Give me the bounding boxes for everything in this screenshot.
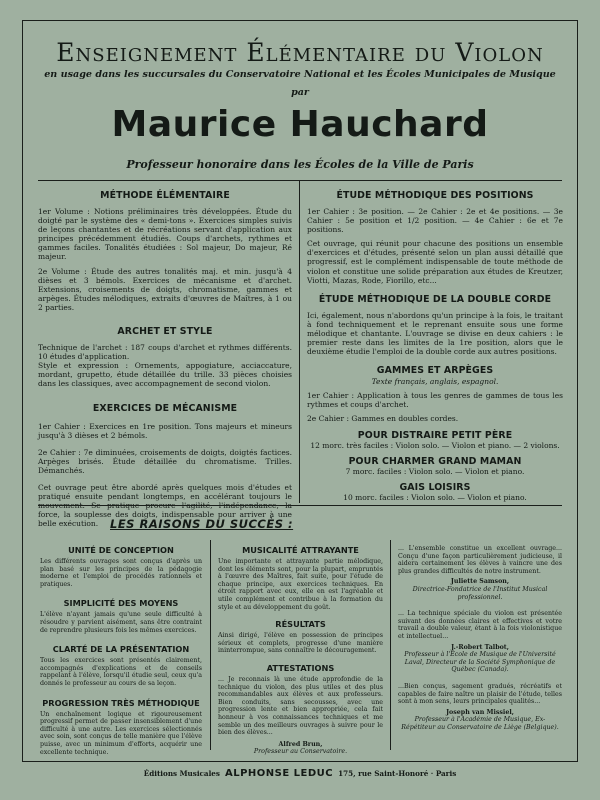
- testimonial-title: Directrice-Fondatrice de l'Institut Musical professionnel.: [412, 585, 548, 601]
- publisher-footer: [0, 768, 600, 779]
- raison-text: L'élève n'ayant jamais qu'une seule difficulté à résoudre y parvient aisément, sans être contraint de reprendre plusieurs fois les mêmes exercices.: [40, 611, 202, 634]
- raison-heading: UNITÉ DE CONCEPTION: [68, 545, 174, 555]
- raison-text: ... Je reconnais là une étude approfondie de la technique du violon, des plus utiles et des plus recommandables aux élèves et aux professeurs. Bien conduits, sans secousses, avec une progression lente et bien appropriée, cela fait honneur à vos connaissances techniques et me semble un des meilleurs ouvrages à suivre pour le bien des élèves...: [218, 675, 383, 737]
- footer-pre: Éditions Musicales: [143, 769, 220, 778]
- testimonial-title: Professeur à l'École de Musique de l'Université Laval, Directeur de la Société Symphonique de Québec (Canada).: [404, 651, 556, 674]
- raison-heading: MUSICALITÉ ATTRAYANTE: [242, 545, 359, 555]
- raisons-column-2: [218, 545, 383, 756]
- raison-heading: CLARTÉ DE LA PRÉSENTATION: [52, 644, 190, 655]
- author-name: Maurice Hauchard: [111, 104, 489, 145]
- methode-heading: MÉTHODE ÉLÉMENTAIRE: [100, 190, 230, 201]
- column-divider: [299, 180, 300, 503]
- exercices-cahier2: 2e Cahier : 7e diminuées, croisements de doigts, doigtés factices. Arpèges brisés. Étude détaillée du chromatisme. Trilles. Démanchés.: [38, 447, 292, 475]
- positions-cahiers: 1er Cahier : 3e position. — 2e Cahier : 2e et 4e positions. — 3e Cahier : 5e position et 1/2 position. — 4e Cahier : 6e et 7e positions.: [307, 207, 563, 235]
- by-label: par: [291, 87, 309, 98]
- methode-vol1: 1er Volume : Notions préliminaires très développées. Étude du doigté par le système des « demi-tons ». Exercices simples suivis de leçons chantantes et de récréations servant d'application aux principes précédemment étudiés. Coups d'archets, rythmes et gammes faciles. Tonalités étudiées : Sol majeur, Do majeur, Ré majeur.: [38, 207, 292, 262]
- raison-heading: ATTESTATIONS: [266, 662, 335, 673]
- raisons-column-1: [40, 545, 202, 756]
- double-corde-heading: ÉTUDE MÉTHODIQUE DE LA DOUBLE CORDE: [318, 293, 552, 305]
- methode-vol2: 2e Volume : Étude des autres tonalités maj. et min. jusqu'à 4 dièses et 3 bémols. Exercices de mécanisme et d'archet. Extensions, croisements de doigts, chromatisme, gammes et arpèges. Études mélodiques, extraits d'œuvres de Maîtres, à 1 ou 2 parties.: [38, 266, 292, 312]
- attestation-signature-title: Professeur au Conservatoire.: [253, 748, 348, 756]
- gammes-cahier2: 2e Cahier : Gammes en doubles cordes.: [307, 413, 459, 423]
- raison-heading: PROGRESSION TRÈS MÉTHODIQUE: [42, 697, 200, 708]
- testimonial-text: ... L'ensemble constitue un excellent ouvrage... Conçu d'une façon particulièrement judicieuse, il aidera certainement les élèves à vaincre une des plus grandes difficultés de notre instrument.: [398, 545, 562, 575]
- distraire-line: 12 morc. très faciles : Violon solo. — Violon et piano. — 2 violons.: [310, 440, 560, 450]
- left-column: [38, 190, 292, 528]
- raison-text: Un enchaînement logique et rigoureusement progressif permet de passer insensiblement d'une difficulté à une autre. Les exercices sélectionnés avec soin, sont conçus de telle manière que l'élève puisse, avec un minimum d'efforts, acquérir une excellente technique.: [40, 710, 202, 756]
- charmer-line: 7 morc. faciles : Violon solo. — Violon et piano.: [345, 466, 525, 476]
- raisons-divider-2: [390, 540, 391, 750]
- archet-style: Style et expression : Ornements, appogiature, acciaccature, mordant, grupetto, étude détaillée du trille. 33 pièces choisies dans les classiques, avec accompagnement de second violon.: [38, 361, 292, 389]
- testimonial-name: Joseph van Missiel,: [446, 708, 514, 716]
- author-profession: Professeur honoraire dans les Écoles de la Ville de Paris: [126, 158, 474, 171]
- raison-heading: SIMPLICITÉ DES MOYENS: [63, 598, 179, 609]
- double-corde-description: Ici, également, nous n'abordons qu'un principe à la fois, le traitant à fond techniquement et le reprenant ensuite sous une forme mélodique et chantante. L'ouvrage se divise en deux cahiers : le premier reste dans les limites de la 1re position, alors que le deuxième étudie l'emploi de la double corde aux autres positions.: [307, 310, 563, 357]
- distraire-heading: POUR DISTRAIRE PETIT PÈRE: [357, 429, 513, 441]
- testimonial-name: Juliette Samson,: [450, 578, 510, 586]
- gais-loisirs-heading: GAIS LOISIRS: [399, 481, 471, 493]
- right-column: [307, 190, 563, 502]
- testimonial-text: ... La technique spéciale du violon est présentée suivant des données claires et effectives et votre travail a double valeur, étant à la fois violonistique et intellectuel...: [398, 610, 562, 640]
- exercices-heading: EXERCICES DE MÉCANISME: [92, 402, 238, 414]
- attestation-signature-name: Alfred Brun,: [278, 740, 323, 748]
- testimonial-title: Professeur à l'Académie de Musique, Ex-Répétiteur au Conservatoire de Liège (Belgique).: [401, 716, 559, 731]
- publisher-address: 175, rue Saint-Honoré · Paris: [338, 769, 457, 778]
- exercices-note: Cet ouvrage peut être abordé après quelques mois d'études et pratiqué ensuite pendant longtemps, en accélérant toujours le mouvement. Se pratique procure l'agilité, l'indépendance, la force, la souplesse des doigts, indispensable pour arriver à une belle exécution.: [38, 482, 292, 529]
- raison-heading: RÉSULTATS: [275, 619, 326, 630]
- positions-description: Cet ouvrage, qui réunit pour chacune des positions un ensemble d'exercices et d'études, présenté selon un plan aussi détaillé que progressif, est le complément indispensable de toute méthode de violon et constitue une solide préparation aux études de Kreutzer, Viotti, Mazas, Rode, Fiorillo, etc...: [307, 239, 563, 285]
- gais-loisirs-line: 10 morc. faciles : Violon solo. — Violon et piano.: [343, 492, 527, 502]
- raison-text: Les différents ouvrages sont conçus d'après un plan basé sur les principes de la pédagogie moderne et l'emploi de procédés rationnels et pratiques.: [40, 558, 202, 588]
- gammes-heading: GAMMES ET ARPÈGES: [376, 365, 494, 377]
- testimonial-name: J.-Robert Talbot,: [451, 643, 509, 651]
- archet-heading: ARCHET ET STYLE: [117, 326, 213, 338]
- raison-text: Une importante et attrayante partie mélodique, dont les éléments sont, pour la plupart, empruntés à l'œuvre des Maîtres, fait suite, pour l'étude de chaque principe, aux exercices techniques. En étroit rapport avec eux, elle en est l'agréable et utile complément et contribue à la formation du style et au développement du goût.: [218, 558, 383, 611]
- raisons-heading: LES RAISONS DU SUCCÈS :: [110, 517, 294, 531]
- mid-divider: [38, 505, 562, 506]
- testimonial-text: ...Bien conçus, sagement gradués, récréatifs et capables de faire naître un plaisir de l'étude, telles sont à mon sens, leurs principales qualités...: [398, 682, 562, 706]
- charmer-heading: POUR CHARMER GRAND MAMAN: [348, 455, 522, 467]
- positions-heading: ÉTUDE MÉTHODIQUE DES POSITIONS: [336, 190, 534, 201]
- exercices-cahier1: 1er Cahier : Exercices en 1re position. Tons majeurs et mineurs jusqu'à 3 dièses et 2 bémols.: [38, 421, 292, 440]
- archet-technique: Technique de l'archet : 187 coups d'archet et rythmes différents. 10 études d'application.: [38, 343, 292, 362]
- page-subtitle: en usage dans les succursales du Conservatoire National et les Écoles Municipales de Musique: [44, 69, 556, 80]
- raisons-column-3: [398, 545, 562, 731]
- raison-text: Ainsi dirigé, l'élève en possession de principes sérieux et complets, progresse d'une manière ininterrompue, sans connaître le découragement.: [218, 632, 383, 655]
- raisons-divider-1: [210, 540, 211, 750]
- raison-text: Tous les exercices sont présentés clairement, accompagnés d'explications et de conseils rappelant à l'élève, lorsqu'il étudie seul, ceux qu'a donnés le professeur au cours de sa leçon.: [40, 657, 202, 687]
- gammes-languages: Texte français, anglais, espagnol.: [371, 377, 499, 387]
- gammes-cahier1: 1er Cahier : Application à tous les genres de gammes de tous les rythmes et coups d'archet.: [307, 391, 563, 410]
- header-divider: [38, 180, 562, 181]
- publisher-name: ALPHONSE LEDUC: [224, 768, 334, 779]
- page-title: Enseignement Élémentaire du Violon: [56, 38, 544, 67]
